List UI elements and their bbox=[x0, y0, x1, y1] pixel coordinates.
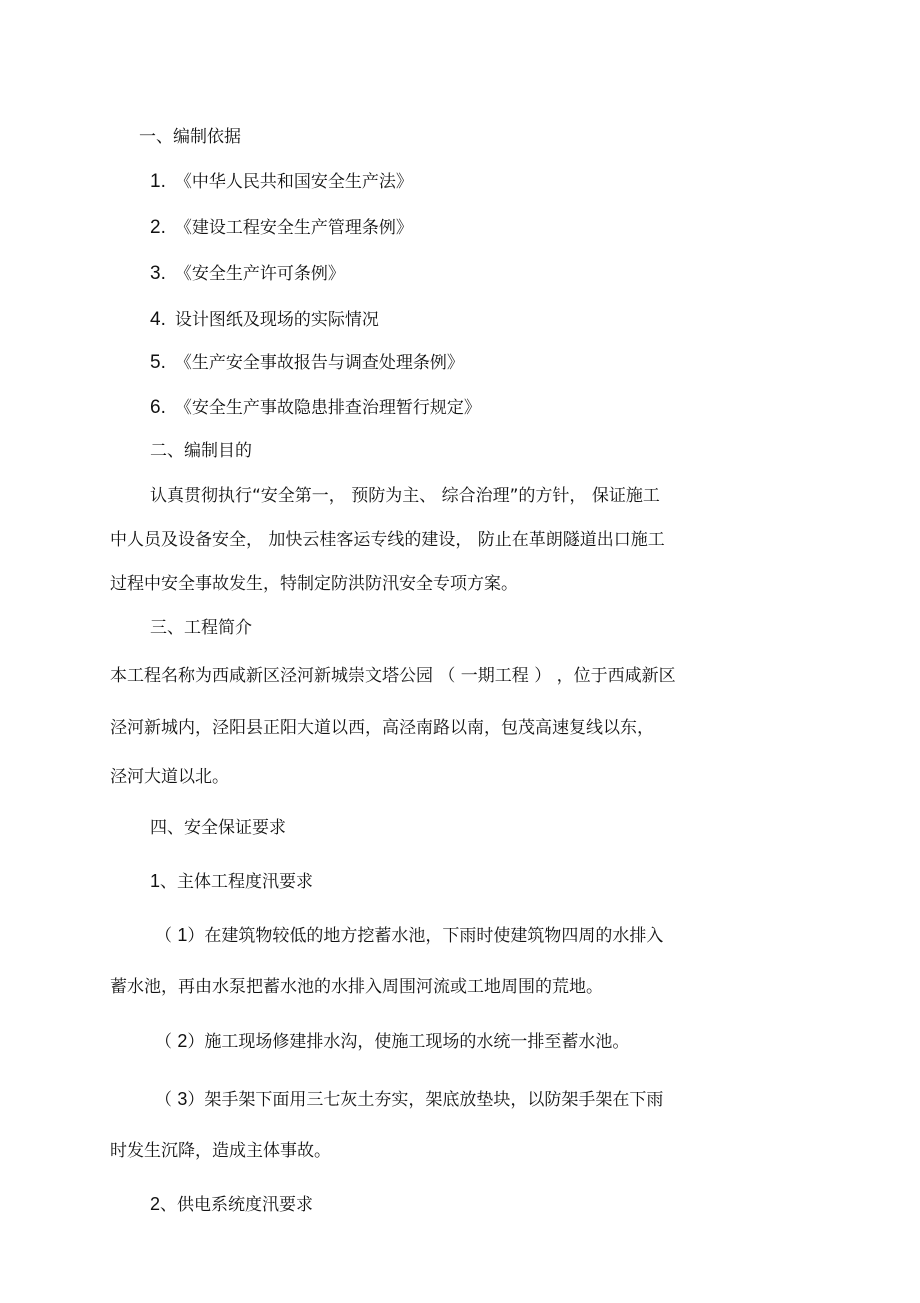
requirement-item-3-line bbox=[155, 1088, 663, 1111]
requirement-text: ）施工现场修建排水沟，使施工现场的水统一排至蓄水池。 bbox=[187, 1032, 630, 1052]
requirement-item-3-continuation: 时发生沉降，造成主体事故。 bbox=[110, 1141, 331, 1161]
basis-item-2 bbox=[150, 217, 413, 239]
paren-open: （ bbox=[155, 1090, 172, 1110]
requirement-number: 1 bbox=[177, 925, 188, 945]
item-text: 《安全生产事故隐患排查治理暂行规定》 bbox=[174, 398, 481, 418]
requirement-item-1-continuation: 蓄水池，再由水泵把蓄水池的水排入周围河流或工地周围的荒地。 bbox=[110, 977, 603, 997]
purpose-paragraph-line: 过程中安全事故发生，特制定防洪防汛安全专项方案。 bbox=[110, 574, 518, 594]
item-number: 2. bbox=[150, 217, 166, 238]
overview-paragraph-line: 泾河新城内，泾阳县正阳大道以西，高泾南路以南，包茂高速复线以东， bbox=[110, 718, 654, 738]
section-heading-purpose: 二、编制目的 bbox=[150, 441, 252, 461]
purpose-paragraph-line: 认真贯彻执行“安全第一， 预防为主、 综合治理”的方针， 保证施工 bbox=[150, 486, 660, 506]
item-number: 1. bbox=[150, 171, 166, 192]
subsection-number: 1 bbox=[150, 871, 161, 891]
item-number: 6. bbox=[150, 397, 166, 418]
item-text: 《生产安全事故报告与调查处理条例》 bbox=[174, 353, 464, 373]
overview-paragraph-line: 本工程名称为西咸新区泾河新城崇文塔公园 （ 一期工程 ） ，位于西咸新区 bbox=[110, 666, 676, 686]
basis-item-6 bbox=[150, 397, 481, 419]
requirement-item-2-line bbox=[155, 1030, 629, 1053]
basis-item-1 bbox=[150, 171, 413, 193]
subsection-heading-power-supply bbox=[150, 1193, 313, 1216]
section-heading-overview: 三、工程简介 bbox=[150, 618, 252, 638]
basis-item-3 bbox=[150, 263, 345, 285]
requirement-text: ）在建筑物较低的地方挖蓄水池，下雨时使建筑物四周的水排入 bbox=[187, 926, 664, 946]
item-number: 3. bbox=[150, 263, 166, 284]
requirement-item-1-line bbox=[155, 924, 663, 947]
item-text: 设计图纸及现场的实际情况 bbox=[174, 310, 379, 330]
paren-open: （ bbox=[155, 1032, 172, 1052]
item-number: 4. bbox=[150, 309, 166, 330]
section-heading-basis: 一、编制依据 bbox=[139, 127, 241, 147]
subsection-number: 2 bbox=[150, 1194, 161, 1214]
subsection-heading-main-works bbox=[150, 870, 313, 893]
requirement-number: 2 bbox=[177, 1031, 188, 1051]
section-heading-safety: 四、安全保证要求 bbox=[150, 818, 286, 838]
subsection-title: 、供电系统度汛要求 bbox=[160, 1195, 314, 1215]
overview-paragraph-line: 泾河大道以北。 bbox=[110, 767, 229, 787]
purpose-paragraph-line: 中人员及设备安全， 加快云桂客运专线的建设， 防止在革朗隧道出口施工 bbox=[110, 530, 665, 550]
item-text: 《安全生产许可条例》 bbox=[174, 264, 345, 284]
item-text: 《建设工程安全生产管理条例》 bbox=[174, 218, 413, 238]
basis-item-5 bbox=[150, 352, 464, 374]
basis-item-4 bbox=[150, 309, 379, 331]
subsection-title: 、主体工程度汛要求 bbox=[160, 872, 314, 892]
paren-open: （ bbox=[155, 926, 172, 946]
item-text: 《中华人民共和国安全生产法》 bbox=[174, 172, 413, 192]
requirement-text: ）架手架下面用三七灰土夯实，架底放垫块，以防架手架在下雨 bbox=[187, 1090, 664, 1110]
requirement-number: 3 bbox=[177, 1089, 188, 1109]
item-number: 5. bbox=[150, 352, 166, 373]
